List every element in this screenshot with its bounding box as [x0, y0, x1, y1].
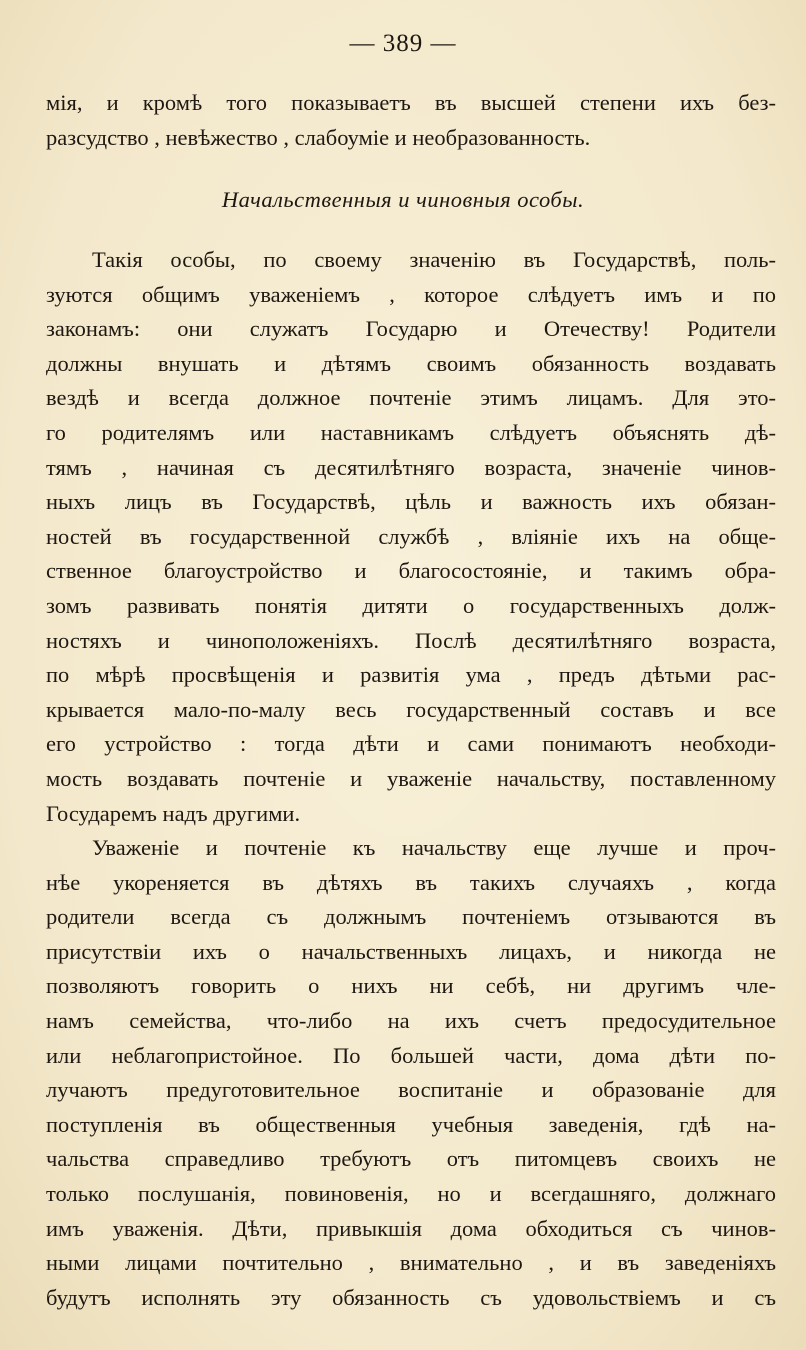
text-line: по мѣрѣ просвѣщенія и развитія ума , предъ дѣтьми рас-: [46, 662, 776, 688]
text-line: зомъ развивать понятія дитяти о государственныхъ долж-: [46, 592, 776, 618]
text-line: поступленія въ общественныя учебныя заведенія, гдѣ на-: [46, 1111, 776, 1137]
text-line: тямъ , начиная съ десятилѣтняго возраста, значеніе чинов-: [46, 454, 776, 480]
text-line: разсудство , невѣжество , слабоуміе и необразованность.: [46, 124, 591, 150]
text-line: крывается мало-по-малу весь государственный составъ и все: [46, 696, 776, 722]
section-heading: Начальственныя и чиновныя особы.: [221, 187, 585, 212]
text-line: присутствіи ихъ о начальственныхъ лицахъ, и никогда не: [46, 938, 776, 964]
text-line: го родителямъ или наставникамъ слѣдуетъ объяснять дѣ-: [46, 419, 776, 445]
section-body: [46, 243, 776, 1315]
page-number: — 389 —: [349, 30, 457, 57]
text-line: ными лицами почтительно , внимательно , и въ заведеніяхъ: [46, 1250, 776, 1276]
text-line: мость воздавать почтеніе и уваженіе начальству, поставленному: [46, 765, 776, 791]
text-line: нѣе укореняется въ дѣтяхъ въ такихъ случаяхъ , когда: [46, 869, 776, 895]
text-line: ственное благоустройство и благосостояніе, и такимъ обра-: [46, 558, 776, 584]
continuation-paragraph: [46, 86, 776, 155]
text-line: только послушанія, повиновенія, но и всегдашняго, должнаго: [46, 1181, 776, 1207]
text-line: зуются общимъ уваженіемъ , которое слѣдуетъ имъ и по: [46, 281, 776, 307]
text-line: должны внушать и дѣтямъ своимъ обязанность воздавать: [46, 350, 776, 376]
text-line: ностяхъ и чиноположеніяхъ. Послѣ десятилѣтняго возраста,: [46, 627, 776, 653]
text-line: вездѣ и всегда должное почтеніе этимъ лицамъ. Для это-: [46, 385, 776, 411]
text-line: намъ семейства, что-либо на ихъ счетъ предосудительное: [46, 1008, 776, 1034]
text-line: ностей въ государственной службѣ , вліяніе ихъ на обще-: [46, 523, 776, 549]
text-line: Такія особы, по своему значенію въ Государствѣ, поль-: [92, 247, 776, 272]
text-line: ныхъ лицъ въ Государствѣ, цѣль и важность ихъ обязан-: [46, 489, 776, 515]
text-line: Уваженіе и почтеніе къ начальству еще лучше и проч-: [92, 835, 776, 861]
text-line: родители всегда съ должнымъ почтеніемъ отзываются въ: [46, 904, 776, 930]
text-line: законамъ: они служатъ Государю и Отечеству! Родители: [46, 316, 776, 342]
text-line: мія, и кромѣ того показываетъ въ высшей степени ихъ без-: [46, 90, 776, 115]
text-line: Государемъ надъ другими.: [46, 800, 301, 826]
text-line: лучаютъ предуготовительное воспитаніе и образованіе для: [46, 1077, 776, 1103]
text-line: его устройство : тогда дѣти и сами понимаютъ необходи-: [46, 731, 776, 757]
text-line: или неблагопристойное. По большей части, дома дѣти по-: [46, 1042, 776, 1068]
text-line: имъ уваженія. Дѣти, привыкшія дома обходиться съ чинов-: [46, 1215, 776, 1241]
text-line: позволяютъ говорить о нихъ ни себѣ, ни другимъ чле-: [46, 973, 776, 999]
text-line: чальства справедливо требуютъ отъ питомцевъ своихъ не: [46, 1146, 776, 1172]
text-line: будутъ исполнять эту обязанность съ удовольствіемъ и съ: [46, 1284, 776, 1310]
